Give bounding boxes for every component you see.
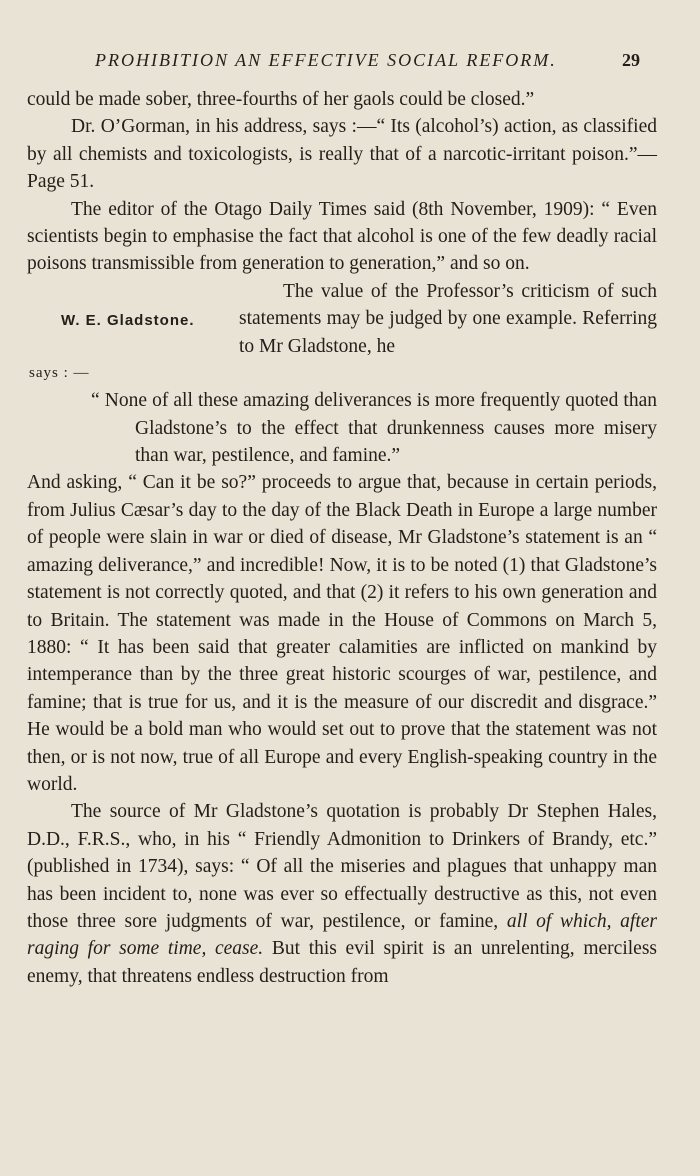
paragraph-2: Dr. O’Gorman, in his address, says :—“ Its (alcohol’s) action, as classified by all chemists and toxicologists, is really that of a narcotic-irritant poison.”—Page 51. [27, 116, 657, 193]
running-title: PROHIBITION AN EFFECTIVE SOCIAL REFORM. [95, 50, 557, 70]
paragraph-6 [27, 798, 657, 990]
block-quote: “ None of all these amazing deliverances is more frequently quoted than Gladstone’s to the effect that drunkenness causes more misery than war, pestilence, and famine.” [91, 390, 657, 467]
sidenote-block [27, 278, 657, 360]
paragraph-6-italic: all of which, after raging for some time, cease. [27, 910, 658, 960]
says-label: says : — [29, 364, 90, 381]
paragraph-4: The value of the Professor’s criticism of such statements may be judged by one example. Referring to Mr Gladstone, he [239, 280, 657, 357]
body-text [27, 86, 657, 990]
paragraph-6-end: But this evil spirit is an unrelenting, merciless enemy, that threatens endless destruction from [27, 938, 657, 987]
margin-note: W. E. Gladstone. [61, 311, 195, 329]
paragraph-5: And asking, “ Can it be so?” proceeds to argue that, because in certain periods, from Julius Cæsar’s day to the day of the Black Death in Europe a large number of people were slain in war or died of disease, Mr Gladstone’s statement is an “ amazing deliverance,” and incredible! Now, it is to be noted (1) that Gladstone’s statement is not correctly quoted, and that (2) it refers to his own generation and to Britain. The statement was made in the House of Commons on March 5, 1880: “ It has been said that greater calamities are inflicted on mankind by intemperance than by the three great historic scourges of war, pestilence, and famine; that is true for us, and it is the measure of our discredit and disgrace.” He would be a bold man who would set out to prove that the statement was not then, or is not now, true of all Europe and every English-speaking country in the world. [27, 472, 657, 795]
running-header [95, 50, 640, 74]
paragraph-1: could be made sober, three-fourths of her gaols could be closed.” [27, 89, 535, 110]
page-number: 29 [622, 50, 640, 70]
paragraph-6-start: The source of Mr Gladstone’s quotation is probably Dr Stephen Hales, D.D., F.R.S., who, in his “ Friendly Admonition to Drinkers of Brandy, etc.” (published in 1734), says: “ Of all the miseries and plagues that unhappy man has been incident to, none was ever so effectually destructive as this, not even those three sore judgments of war, pestilence, or famine, [27, 801, 657, 932]
paragraph-3: The editor of the Otago Daily Times said (8th November, 1909): “ Even scientists begin to emphasise the fact that alcohol is one of the few deadly racial poisons transmissible from generation to generation,” and so on. [27, 198, 657, 275]
